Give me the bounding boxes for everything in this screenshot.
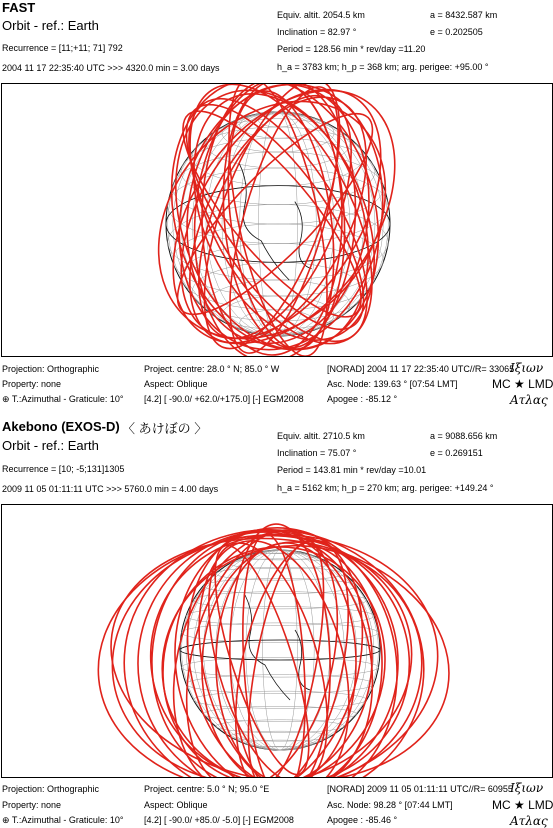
period: Period = 143.81 min * rev/day =10.01 bbox=[277, 465, 427, 475]
projection-centre: Project. centre: 28.0 ° N; 85.0 ° W bbox=[144, 364, 280, 374]
logo-mc-lmd: MC ★ LMD bbox=[492, 798, 553, 812]
orbit-panel-akebono bbox=[0, 415, 553, 828]
equiv-altitude: Equiv. altit. 2710.5 km bbox=[277, 431, 365, 441]
orbit-subtitle: Orbit - ref.: Earth bbox=[2, 438, 99, 453]
aspect: Aspect: Oblique bbox=[144, 379, 208, 389]
norad-line: [NORAD] 2004 11 17 22:35:40 UTC//R= 33065 bbox=[327, 364, 515, 374]
asc-node: Asc. Node: 98.28 ° [07:44 LMT] bbox=[327, 800, 453, 810]
property: Property: none bbox=[2, 800, 62, 810]
projection: Projection: Orthographic bbox=[2, 784, 100, 794]
orbit-subtitle: Orbit - ref.: Earth bbox=[2, 18, 99, 33]
equiv-altitude: Equiv. altit. 2054.5 km bbox=[277, 10, 365, 20]
projection-params: [4.2] [ -90.0/ +62.0/+175.0] [-] EGM2008 bbox=[144, 394, 304, 404]
logo-atlas: Ατλας bbox=[510, 814, 548, 828]
logo-atlas: Ατλας bbox=[510, 393, 548, 407]
graticule: ⊕ T.:Azimuthal - Graticule: 10° bbox=[2, 815, 124, 825]
eccentricity: e = 0.202505 bbox=[430, 27, 483, 37]
inclination: Inclination = 82.97 ° bbox=[277, 27, 357, 37]
apogee: Apogee : -85.12 ° bbox=[327, 394, 398, 404]
period: Period = 128.56 min * rev/day =11.20 bbox=[277, 44, 426, 54]
apsides: h_a = 5162 km; h_p = 270 km; arg. perigee: +149.24 ° bbox=[277, 483, 494, 493]
property: Property: none bbox=[2, 379, 62, 389]
semi-major-axis: a = 8432.587 km bbox=[430, 10, 498, 20]
apogee: Apogee : -85.46 ° bbox=[327, 815, 398, 825]
graticule: ⊕ T.:Azimuthal - Graticule: 10° bbox=[2, 394, 124, 404]
asc-node: Asc. Node: 139.63 ° [07:54 LMT] bbox=[327, 379, 458, 389]
satellite-name: Akebono (EXOS-D) bbox=[2, 419, 120, 434]
logo-greek: Ιξιων bbox=[510, 361, 544, 375]
apsides: h_a = 3783 km; h_p = 368 km; arg. perigee: +95.00 ° bbox=[277, 62, 489, 72]
recurrence: Recurrence = [10; -5;131]1305 bbox=[2, 464, 125, 474]
satellite-name-japanese: 〈 あけぼの 〉 bbox=[122, 421, 208, 436]
projection: Projection: Orthographic bbox=[2, 364, 100, 374]
projection-centre: Project. centre: 5.0 ° N; 95.0 °E bbox=[144, 784, 270, 794]
inclination: Inclination = 75.07 ° bbox=[277, 448, 357, 458]
norad-line: [NORAD] 2009 11 05 01:11:11 UTC//R= 60955 bbox=[327, 784, 513, 794]
orthographic-globe bbox=[2, 505, 552, 777]
orbit-panel-fast bbox=[0, 0, 553, 410]
semi-major-axis: a = 9088.656 km bbox=[430, 431, 498, 441]
satellite-name: FAST bbox=[2, 0, 36, 15]
eccentricity: e = 0.269151 bbox=[430, 448, 483, 458]
orthographic-globe bbox=[2, 84, 552, 356]
epoch-line: 2009 11 05 01:11:11 UTC >>> 5760.0 min = 4.00 days bbox=[2, 484, 219, 494]
globe-frame bbox=[1, 504, 553, 778]
logo-greek: Ιξιων bbox=[510, 781, 544, 795]
globe-frame bbox=[1, 83, 553, 357]
recurrence: Recurrence = [11;+11; 71] 792 bbox=[2, 43, 123, 53]
epoch-line: 2004 11 17 22:35:40 UTC >>> 4320.0 min = 3.00 days bbox=[2, 63, 220, 73]
logo-mc-lmd: MC ★ LMD bbox=[492, 377, 553, 391]
aspect: Aspect: Oblique bbox=[144, 800, 208, 810]
projection-params: [4.2] [ -90.0/ +85.0/ -5.0] [-] EGM2008 bbox=[144, 815, 294, 825]
